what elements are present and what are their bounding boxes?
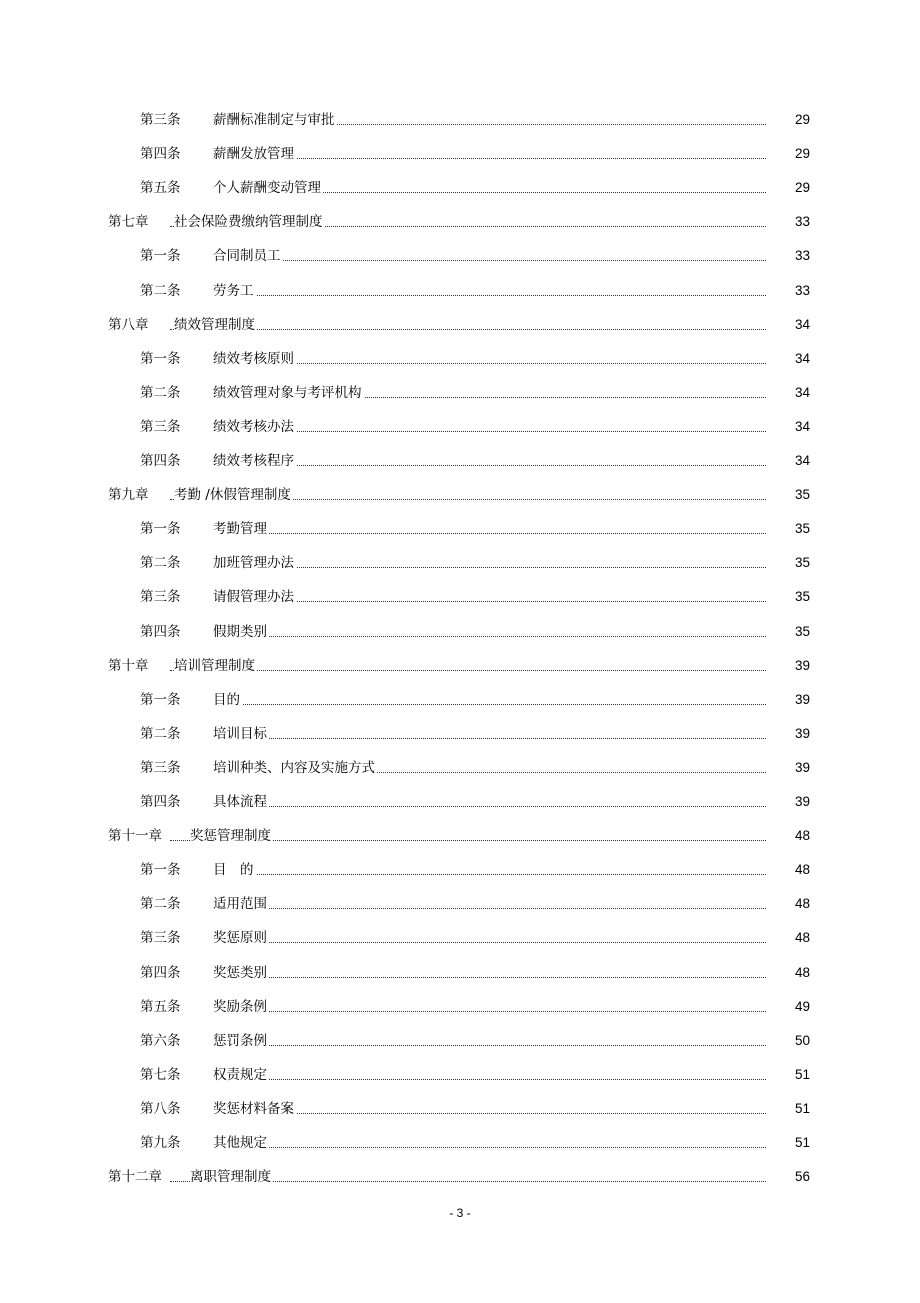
toc-page-number: 29 — [767, 177, 810, 199]
toc-entry-title: 合同制员工 — [213, 245, 283, 267]
toc-page-number: 48 — [767, 962, 810, 984]
toc-article-row[interactable] — [0, 893, 920, 915]
toc-entry-number: 第五条 — [140, 998, 181, 1015]
toc-dot-leader — [214, 738, 808, 739]
toc-article-row[interactable] — [0, 348, 920, 370]
toc-entry-title: 惩罚条例 — [213, 1030, 269, 1052]
toc-page-number: 51 — [767, 1064, 810, 1086]
toc-entry-number: 第四条 — [140, 146, 181, 163]
toc-page-number: 34 — [767, 348, 810, 370]
toc-dot-leader — [214, 806, 808, 807]
toc-article-row[interactable] — [0, 962, 920, 984]
toc-entry-title: 薪酬标准制定与审批 — [213, 109, 337, 131]
toc-dot-leader — [214, 874, 808, 875]
toc-entry-title: 培训管理制度 — [174, 655, 257, 677]
toc-article-row[interactable] — [0, 109, 920, 131]
toc-entry-title: 具体流程 — [213, 791, 269, 813]
toc-chapter-row[interactable] — [0, 1166, 920, 1188]
toc-dot-leader — [170, 670, 808, 671]
toc-page-number: 39 — [767, 655, 810, 677]
toc-entry-title: 奖惩管理制度 — [190, 825, 273, 847]
toc-article-row[interactable] — [0, 382, 920, 404]
toc-entry-number: 第三条 — [140, 759, 181, 776]
toc-entry-title: 绩效管理制度 — [174, 314, 257, 336]
toc-article-row[interactable] — [0, 143, 920, 165]
toc-article-row[interactable] — [0, 586, 920, 608]
toc-dot-leader — [214, 1113, 808, 1114]
toc-entry-number: 第一条 — [140, 862, 181, 879]
toc-entry-title: 薪酬发放管理 — [213, 143, 296, 165]
toc-article-row[interactable] — [0, 518, 920, 540]
page-number-footer: - 3 - — [449, 1206, 471, 1220]
toc-entry-number: 第十一章 — [108, 828, 162, 845]
toc-entry-title: 绩效管理对象与考评机构 — [213, 382, 364, 404]
toc-article-row[interactable] — [0, 177, 920, 199]
toc-entry-number: 第九章 — [108, 487, 149, 504]
toc-article-row[interactable] — [0, 450, 920, 472]
toc-article-row[interactable] — [0, 723, 920, 745]
toc-article-row[interactable] — [0, 1132, 920, 1154]
toc-entry-number: 第五条 — [140, 180, 181, 197]
toc-dot-leader — [214, 533, 808, 534]
toc-article-row[interactable] — [0, 552, 920, 574]
toc-entry-title: 奖惩原则 — [213, 927, 269, 949]
toc-page-number: 51 — [767, 1132, 810, 1154]
toc-article-row[interactable] — [0, 621, 920, 643]
toc-entry-title: 培训种类、内容及实施方式 — [213, 757, 377, 779]
toc-article-row[interactable] — [0, 245, 920, 267]
toc-entry-number: 第四条 — [140, 453, 181, 469]
toc-dot-leader — [214, 1045, 808, 1046]
toc-entry-number: 第九条 — [140, 1135, 181, 1151]
toc-article-row[interactable] — [0, 1030, 920, 1052]
toc-entry-title: 假期类别 — [213, 621, 269, 643]
toc-dot-leader — [214, 942, 808, 943]
toc-dot-leader — [214, 1079, 808, 1080]
toc-chapter-row[interactable] — [0, 211, 920, 233]
toc-page-number: 50 — [767, 1030, 810, 1052]
toc-article-row[interactable] — [0, 996, 920, 1018]
toc-entry-number: 第一条 — [140, 691, 181, 708]
toc-dot-leader — [214, 465, 808, 466]
toc-entry-number: 第二条 — [140, 384, 181, 401]
toc-entry-number: 第三条 — [140, 418, 181, 435]
toc-article-row[interactable] — [0, 859, 920, 881]
toc-page-number: 33 — [767, 280, 810, 302]
toc-chapter-row[interactable] — [0, 314, 920, 336]
toc-dot-leader — [214, 363, 808, 364]
toc-page-number: 34 — [767, 416, 810, 438]
toc-entry-number: 第三条 — [140, 112, 181, 128]
toc-dot-leader — [214, 1011, 808, 1012]
toc-entry-title: 奖惩类别 — [213, 962, 269, 984]
toc-page-number: 35 — [767, 552, 810, 574]
toc-page-number: 34 — [767, 314, 810, 336]
toc-entry-title: 目 的 — [213, 859, 256, 881]
toc-entry-title: 目的 — [213, 689, 242, 711]
toc-entry-title: 培训目标 — [213, 723, 269, 745]
toc-entry-title: 绩效考核程序 — [213, 450, 296, 472]
toc-page-number: 56 — [767, 1166, 810, 1188]
toc-entry-title: 个人薪酬变动管理 — [213, 177, 323, 199]
toc-dot-leader — [214, 977, 808, 978]
toc-page-number: 33 — [767, 211, 810, 233]
toc-entry-number: 第二条 — [140, 896, 181, 913]
toc-entry-number: 第十二章 — [108, 1169, 162, 1186]
toc-entry-title: 劳务工 — [213, 280, 256, 302]
toc-entry-title: 适用范围 — [213, 893, 269, 915]
toc-entry-number: 第十章 — [108, 657, 149, 674]
toc-page-number: 48 — [767, 893, 810, 915]
toc-article-row[interactable] — [0, 927, 920, 949]
toc-page-number: 34 — [767, 450, 810, 472]
toc-page-number: 48 — [767, 859, 810, 881]
toc-dot-leader — [214, 704, 808, 705]
toc-entry-title: 权责规定 — [213, 1064, 269, 1086]
toc-article-row[interactable] — [0, 757, 920, 779]
toc-dot-leader — [214, 158, 808, 159]
toc-entry-number: 第二条 — [140, 555, 181, 572]
toc-dot-leader — [170, 329, 808, 330]
toc-article-row[interactable] — [0, 1098, 920, 1120]
toc-entry-title: 考勤 /休假管理制度 — [174, 484, 293, 506]
toc-article-row[interactable] — [0, 791, 920, 813]
toc-dot-leader — [214, 431, 808, 432]
toc-entry-number: 第七章 — [108, 214, 149, 231]
toc-dot-leader — [214, 1147, 808, 1148]
toc-dot-leader — [214, 260, 808, 261]
toc-entry-number: 第三条 — [140, 930, 181, 947]
toc-article-row[interactable] — [0, 689, 920, 711]
toc-dot-leader — [214, 601, 808, 602]
toc-entry-title: 绩效考核办法 — [213, 416, 296, 438]
toc-chapter-row[interactable] — [0, 484, 920, 506]
toc-page-number: 35 — [767, 484, 810, 506]
toc-entry-title: 请假管理办法 — [213, 586, 296, 608]
toc-page-number: 48 — [767, 825, 810, 847]
toc-page-number: 35 — [767, 518, 810, 540]
toc-chapter-row[interactable] — [0, 825, 920, 847]
toc-page-number: 35 — [767, 621, 810, 643]
toc-entry-number: 第八章 — [108, 316, 149, 333]
toc-entry-title: 社会保险费缴纳管理制度 — [174, 211, 325, 233]
toc-page-number: 39 — [767, 689, 810, 711]
toc-entry-title: 奖惩材料备案 — [213, 1098, 296, 1120]
toc-entry-title: 离职管理制度 — [190, 1166, 273, 1188]
toc-entry-number: 第八条 — [140, 1100, 181, 1117]
toc-entry-number: 第四条 — [140, 794, 181, 810]
toc-entry-number: 第四条 — [140, 964, 181, 981]
toc-entry-title: 奖励条例 — [213, 996, 269, 1018]
toc-page-number: 34 — [767, 382, 810, 404]
toc-entry-title: 加班管理办法 — [213, 552, 296, 574]
toc-page-number: 39 — [767, 791, 810, 813]
toc-entry-number: 第七条 — [140, 1066, 181, 1083]
toc-page-number: 29 — [767, 109, 810, 131]
toc-entry-number: 第二条 — [140, 282, 181, 299]
toc-article-row[interactable] — [0, 416, 920, 438]
toc-entry-number: 第一条 — [140, 521, 181, 538]
toc-article-row[interactable] — [0, 1064, 920, 1086]
toc-page-number: 48 — [767, 927, 810, 949]
toc-entry-number: 第六条 — [140, 1032, 181, 1049]
toc-entry-title: 考勤管理 — [213, 518, 269, 540]
toc-chapter-row[interactable] — [0, 655, 920, 677]
toc-page-number: 49 — [767, 996, 810, 1018]
toc-dot-leader — [214, 567, 808, 568]
toc-page-number: 35 — [767, 586, 810, 608]
toc-dot-leader — [214, 636, 808, 637]
toc-entry-number: 第三条 — [140, 589, 181, 606]
toc-entry-title: 其他规定 — [213, 1132, 269, 1154]
toc-dot-leader — [214, 908, 808, 909]
toc-dot-leader — [214, 295, 808, 296]
toc-page-number: 29 — [767, 143, 810, 165]
toc-entry-number: 第一条 — [140, 248, 181, 265]
toc-entry-number: 第二条 — [140, 725, 181, 742]
toc-entry-number: 第四条 — [140, 623, 181, 640]
toc-page-number: 39 — [767, 723, 810, 745]
toc-page-number: 51 — [767, 1098, 810, 1120]
toc-page-number: 39 — [767, 757, 810, 779]
toc-entry-title: 绩效考核原则 — [213, 348, 296, 370]
toc-page-number: 33 — [767, 245, 810, 267]
toc-article-row[interactable] — [0, 280, 920, 302]
toc-entry-number: 第一条 — [140, 350, 181, 367]
